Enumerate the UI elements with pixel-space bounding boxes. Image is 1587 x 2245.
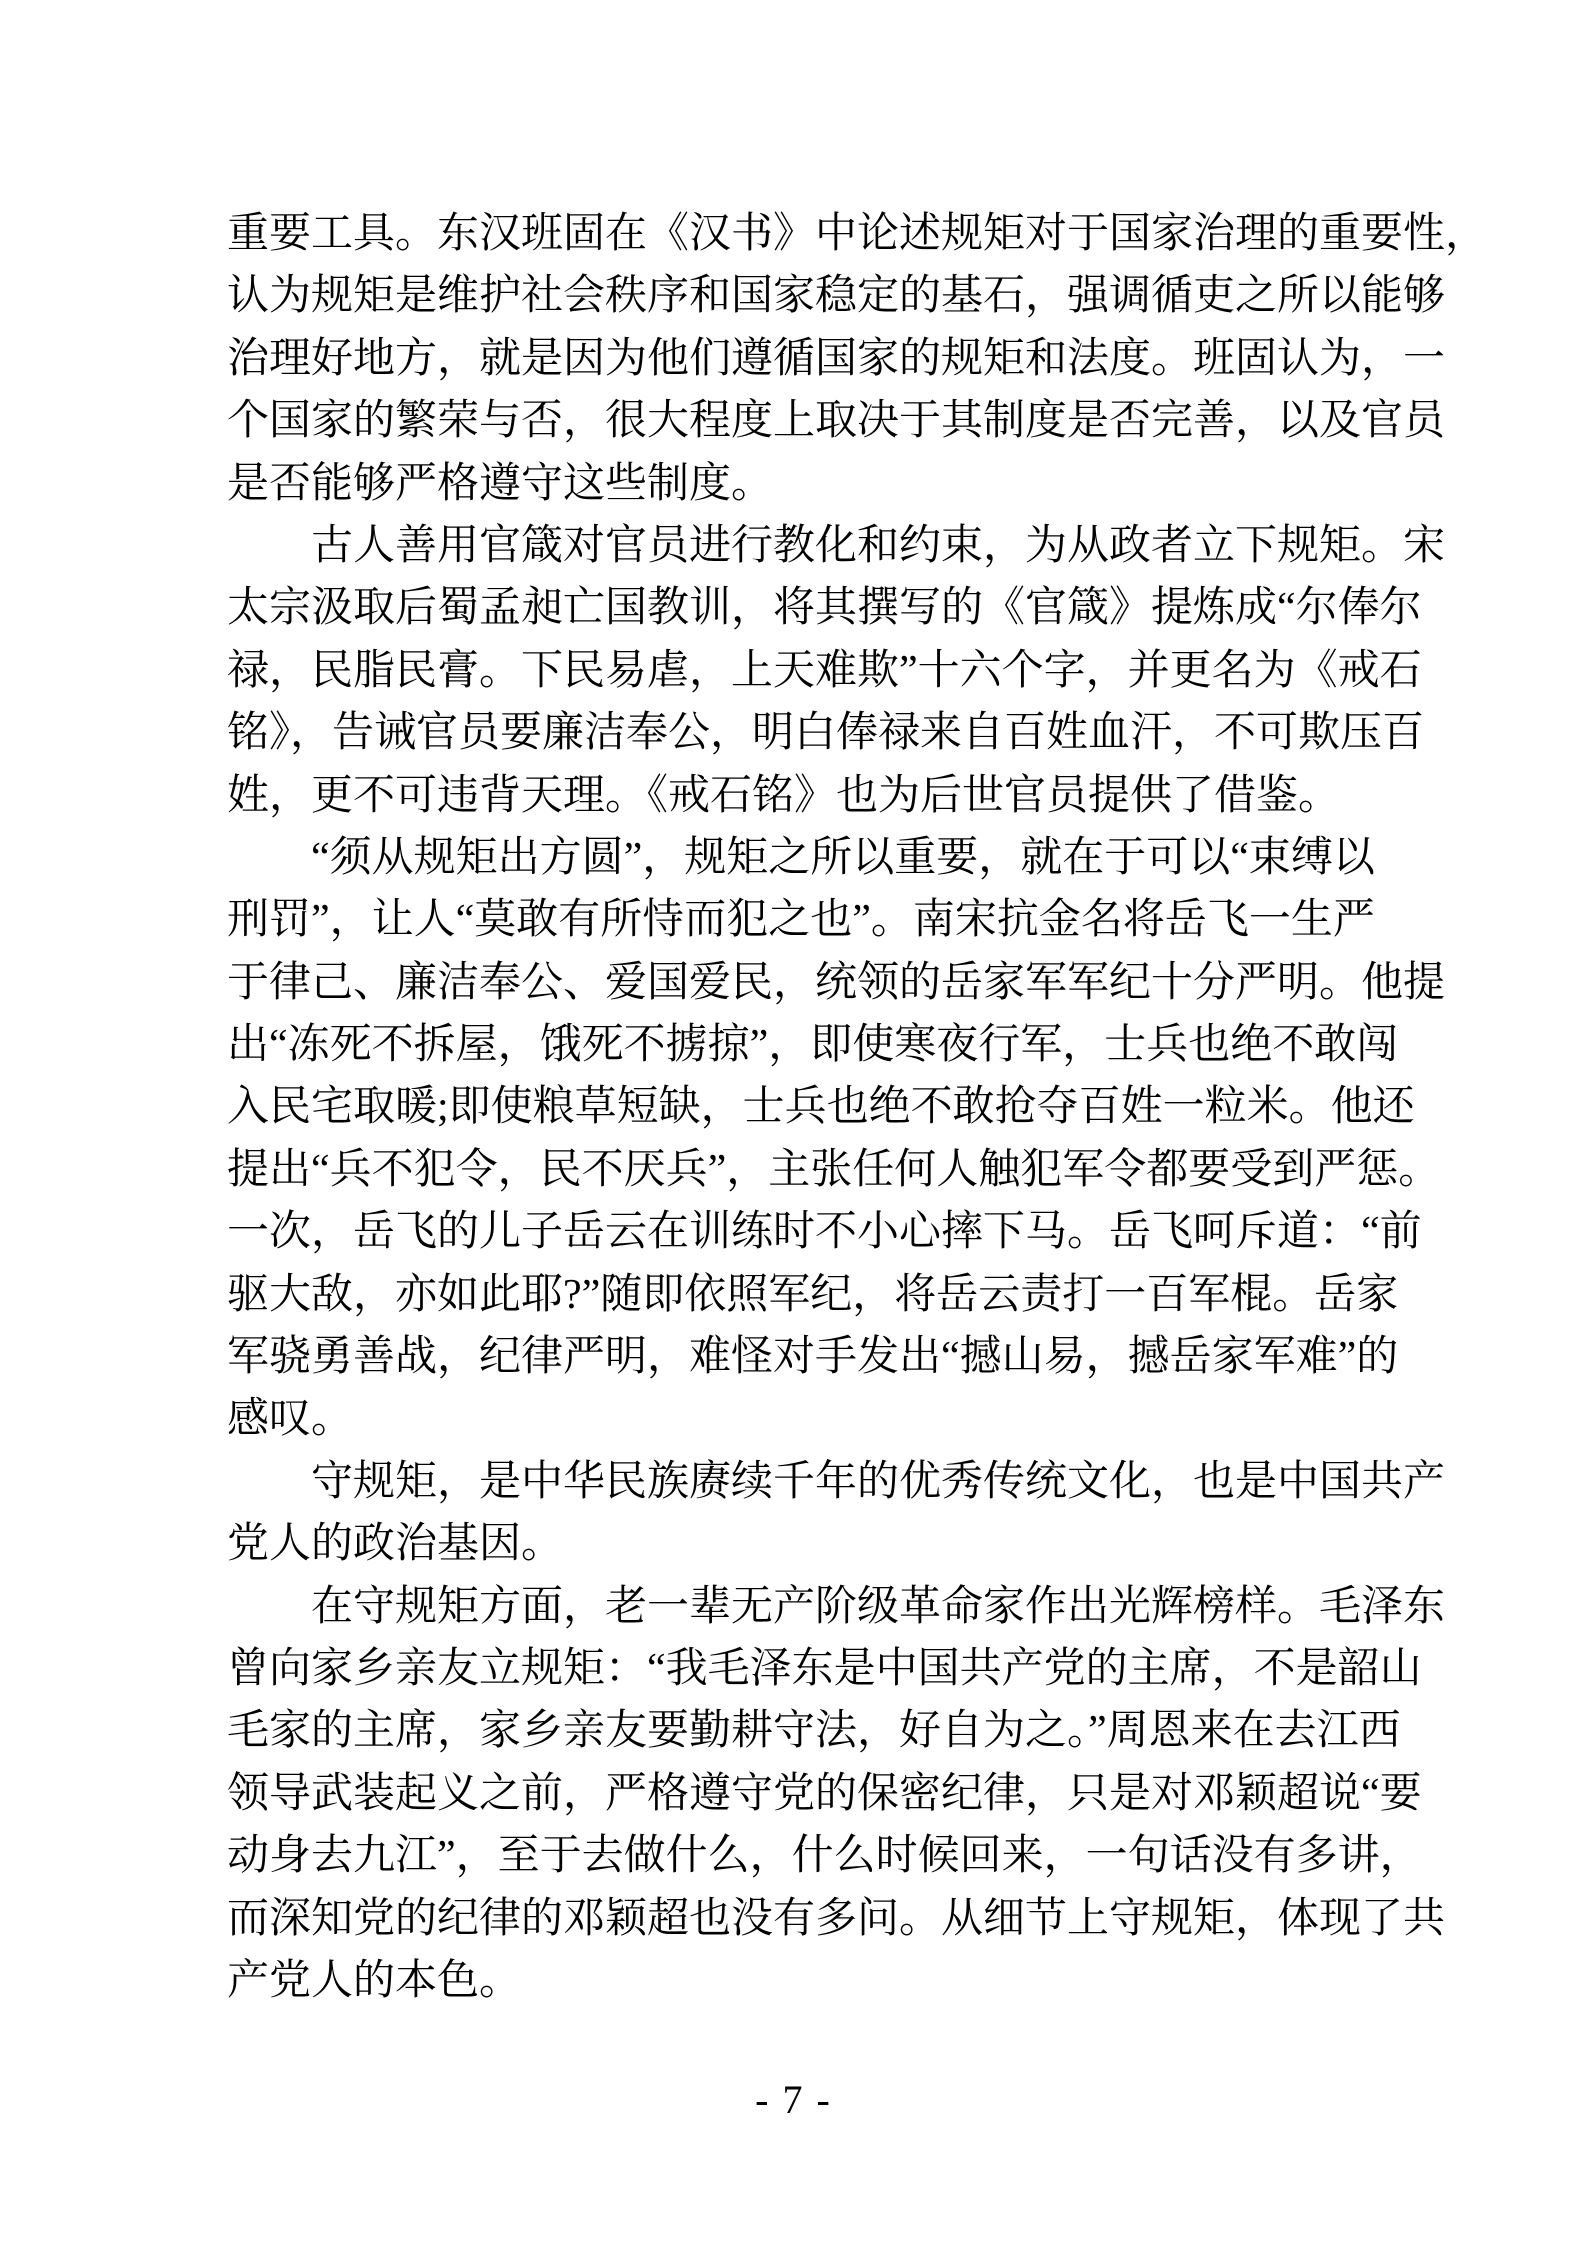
text-line: 姓，更不可违背天理。《戒石铭》也为后世官员提供了借鉴。 [227, 772, 1341, 819]
text-line: 是否能够严格遵守这些制度。 [227, 460, 774, 507]
text-line: 领导武装起义之前，严格遵守党的保密纪律，只是对邓颖超说“要 [227, 1770, 1422, 1817]
text-line: 在守规矩方面，老一辈无产阶级革命家作出光辉榜样。毛泽东 [311, 1583, 1446, 1630]
text-line: 提出“兵不犯令，民不厌兵”，主张任何人触犯军令都要受到严惩。 [227, 1146, 1441, 1193]
page-body-text [227, 203, 1488, 2012]
text-line: 认为规矩是维护社会秩序和国家稳定的基石，强调循吏之所以能够 [227, 273, 1446, 320]
text-line: 古人善用官箴对官员进行教化和约束，为从政者立下规矩。宋 [311, 522, 1446, 569]
text-line: 感叹。 [227, 1396, 354, 1443]
text-line: 入民宅取暖;即使粮草短缺，士兵也绝不敢抢夺百姓一粒米。他还 [227, 1084, 1415, 1131]
text-line: 重要工具。东汉班固在《汉书》中论述规矩对于国家治理的重要性， [227, 211, 1488, 257]
text-line: 太宗汲取后蜀孟昶亡国教训，将其撰写的《官箴》提炼成“尔俸尔 [227, 585, 1422, 632]
text-line: 守规矩，是中华民族赓续千年的优秀传统文化，也是中国共产 [311, 1458, 1446, 1505]
text-line: 禄，民脂民膏。下民易虐，上天难欺”十六个字，并更名为《戒石 [227, 647, 1422, 694]
text-line: 刑罚”，让人“莫敢有所恃而犯之也”。南宋抗金名将岳飞一生严 [227, 897, 1375, 944]
text-line: 治理好地方，就是因为他们遵循国家的规矩和法度。班固认为，一 [227, 335, 1446, 382]
text-line: 而深知党的纪律的邓颖超也没有多问。从细节上守规矩，体现了共 [227, 1895, 1446, 1942]
page-number: - 7 - [755, 2077, 832, 2122]
text-line: “须从规矩出方圆”，规矩之所以重要，就在于可以“束缚以 [311, 834, 1375, 881]
text-line: 出“冻死不拆屋，饿死不掳掠”，即使寒夜行军，士兵也绝不敢闯 [227, 1022, 1399, 1069]
text-line: 党人的政治基因。 [227, 1521, 564, 1568]
text-line: 铭》，告诫官员要廉洁奉公，明白俸禄来自百姓血汗，不可欺压百 [227, 710, 1425, 757]
text-line: 个国家的繁荣与否，很大程度上取决于其制度是否完善，以及官员 [227, 398, 1446, 445]
text-line: 产党人的本色。 [227, 1957, 522, 2004]
text-line: 驱大敌，亦如此耶?”随即依照军纪，将岳云责打一百军棍。岳家 [227, 1271, 1399, 1318]
text-line: 一次，岳飞的儿子岳云在训练时不小心摔下马。岳飞呵斥道：“前 [227, 1209, 1422, 1256]
text-line: 军骁勇善战，纪律严明，难怪对手发出“撼山易，撼岳家军难”的 [227, 1334, 1399, 1381]
text-line: 曾向家乡亲友立规矩：“我毛泽东是中国共产党的主席，不是韶山 [227, 1645, 1422, 1692]
text-line: 动身去九江”，至于去做什么，什么时候回来，一句话没有多讲， [227, 1833, 1422, 1880]
text-line: 毛家的主席，家乡亲友要勤耕守法，好自为之。”周恩来在去江西 [227, 1708, 1401, 1755]
text-line: 于律己、廉洁奉公、爱国爱民，统领的岳家军军纪十分严明。他提 [227, 959, 1446, 1006]
